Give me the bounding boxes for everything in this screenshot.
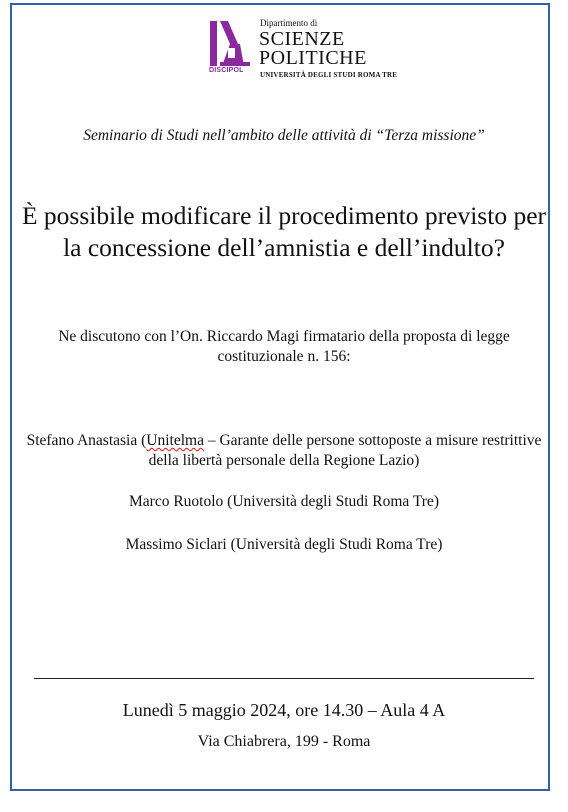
logo-name-line2: POLITICHE [259, 47, 367, 69]
speaker-ruotolo: Marco Ruotolo (Università degli Studi Roma Tre) [129, 493, 439, 510]
seminar-subtitle: Seminario di Studi nell’ambito delle attività di “Terza missione” [83, 127, 485, 144]
logo-name-line1: SCIENZE [259, 28, 345, 50]
logo-university: UNIVERSITÀ DEGLI STUDI ROMA TRE [260, 71, 398, 79]
speaker-name: Stefano Anastasia ( [26, 432, 147, 449]
discipol-logo-icon [208, 18, 254, 70]
intro-text: Ne discutono con l’On. Riccardo Magi firmatario della proposta di legge costituzionale n. 156: [58, 328, 510, 365]
logo-acronym: DISCIPOL [209, 67, 244, 74]
speaker-anastasia [20, 431, 548, 471]
seminar-title: È possibile modificare il procedimento previsto per la concessione dell’amnistia e dell’indulto? [21, 201, 547, 262]
event-address: Via Chiabrera, 199 - Roma [197, 733, 371, 750]
speaker-affiliation: – Garante delle persone sottoposte a misure restrittive della libertà personale della Regione Lazio) [148, 432, 542, 469]
logo-department-label: Dipartimento di [260, 18, 318, 28]
speaker-siclari: Massimo Siclari (Università degli Studi Roma Tre) [125, 536, 443, 553]
spellcheck-marked-word: Unitelma [146, 432, 204, 449]
divider-line [34, 678, 534, 679]
page-frame [10, 3, 550, 791]
department-logo [208, 14, 398, 80]
event-date-time: Lunedì 5 maggio 2024, ore 14.30 – Aula 4 A [122, 700, 446, 720]
